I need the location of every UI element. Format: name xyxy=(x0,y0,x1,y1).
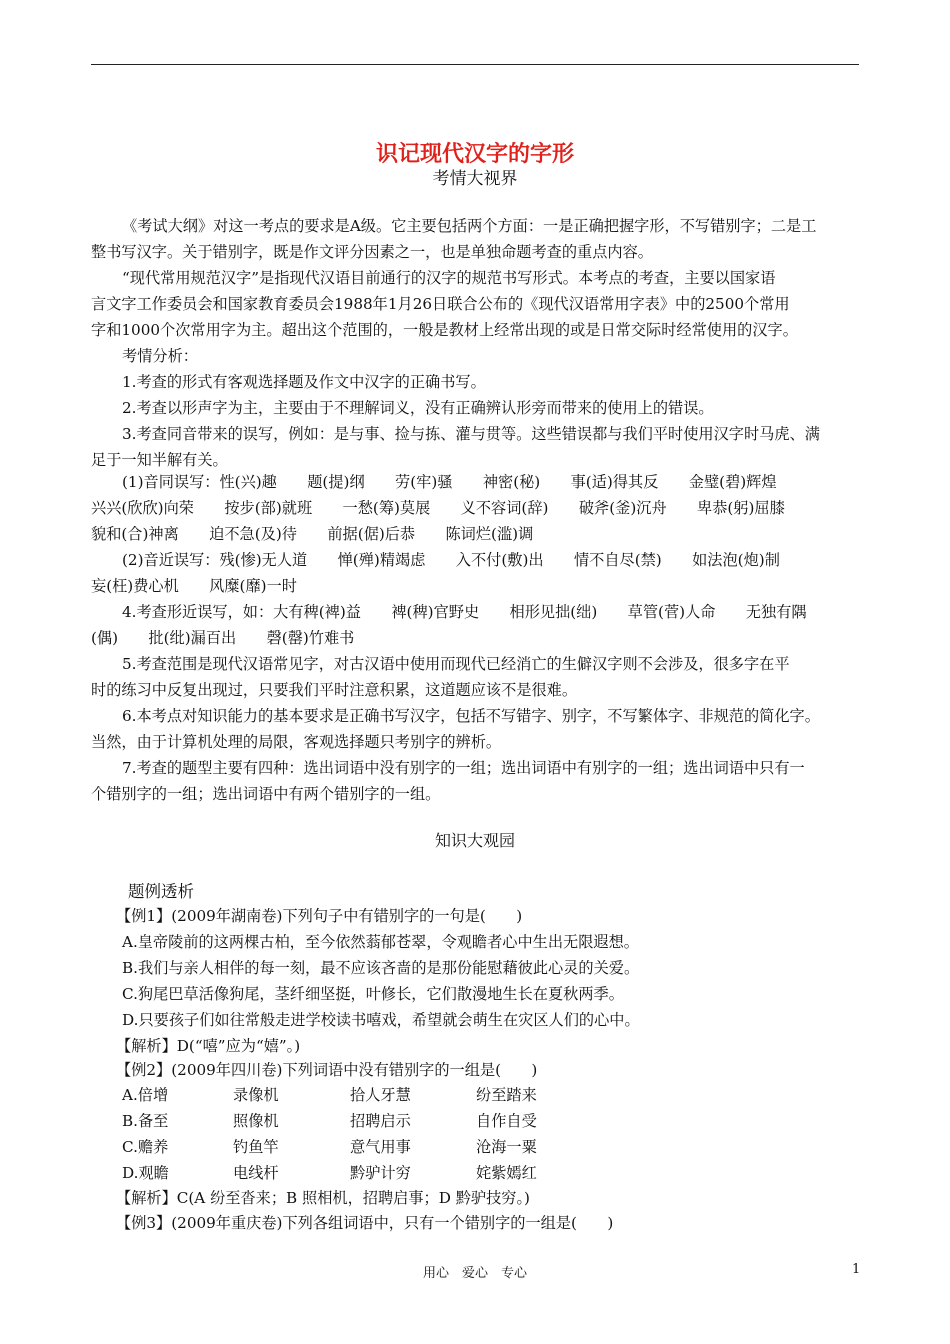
answer-analysis: 【解析】C(A 纷至沓来；B 照相机，招聘启事；D 黔驴技穷。) xyxy=(116,1189,530,1207)
analysis-item: 5.考查范围是现代汉语常见字，对古汉语中使用而现代已经消亡的生僻汉字则不会涉及，很多字在平 xyxy=(122,655,790,673)
analysis-item: 2.考查以形声字为主，主要由于不理解词义，没有正确辨认形旁而带来的使用上的错误。 xyxy=(122,399,714,417)
word-list-line: (偶) 批(纰)漏百出 磬(罄)竹难书 xyxy=(91,629,355,647)
section-heading-knowledge: 知识大观园 xyxy=(434,831,515,850)
option-line: C.狗尾巴草活像狗尾，茎纤细坚挺，叶修长，它们散漫地生长在夏秋两季。 xyxy=(122,985,624,1003)
word-list-line: 兴兴(欣欣)向荣 按步(部)就班 一愁(筹)莫展 义不容词(辞) 破斧(釜)沉舟 卑恭(躬)屈膝 xyxy=(91,499,785,517)
option-cell: 录像机 xyxy=(233,1086,279,1104)
option-cell: 自作自受 xyxy=(476,1112,537,1130)
paragraph-line: 整书写汉字。关于错别字，既是作文评分因素之一，也是单独命题考查的重点内容。 xyxy=(91,243,653,261)
analysis-item: 6.本考点对知识能力的基本要求是正确书写汉字，包括不写错字、别字，不写繁体字、非规范的简化字。 xyxy=(122,707,820,725)
page-number: 1 xyxy=(852,1262,861,1277)
page-footer: 用心 爱心 专心 xyxy=(422,1266,527,1281)
answer-analysis: 【解析】D(“嘻”应为“嬉”。) xyxy=(116,1037,301,1055)
word-list-line: (1)音同误写：性(兴)趣 题(提)纲 劳(牢)骚 神密(秘) 事(适)得其反 金璧(碧)辉煌 xyxy=(122,473,777,491)
option-cell: 照像机 xyxy=(233,1112,279,1130)
paragraph-line: 个错别字的一组；选出词语中有两个错别字的一组。 xyxy=(91,785,441,803)
paragraph-line: 当然，由于计算机处理的局限，客观选择题只考别字的辨析。 xyxy=(91,733,502,751)
option-cell: 钓鱼竿 xyxy=(233,1138,279,1156)
section-heading-exam: 考情大视界 xyxy=(432,169,518,189)
header-rule xyxy=(91,64,859,65)
paragraph-line: 时的练习中反复出现过，只要我们平时注意积累，这道题应该不是很难。 xyxy=(91,681,577,699)
option-cell: 意气用事 xyxy=(350,1138,411,1156)
option-cell: 招聘启示 xyxy=(350,1112,411,1130)
paragraph-line: 《考试大纲》对这一考点的要求是A级。它主要包括两个方面：一是正确把握字形，不写错别字；二是工 xyxy=(122,217,817,235)
option-line: D.只要孩子们如往常般走进学校读书嘻戏，希望就会萌生在灾区人们的心中。 xyxy=(122,1011,640,1029)
option-line: A.皇帝陵前的这两棵古柏，至今依然蓊郁苍翠，令观瞻者心中生出无限遐想。 xyxy=(122,933,639,951)
option-cell: A.倍增 xyxy=(122,1086,169,1104)
paragraph-line: “现代常用规范汉字”是指现代汉语目前通行的汉字的规范书写形式。本考点的考查，主要以国家语 xyxy=(122,269,776,287)
option-cell: 沧海一粟 xyxy=(476,1138,537,1156)
word-list-line: 貌和(合)神离 迫不急(及)待 前据(倨)后恭 陈词烂(滥)调 xyxy=(91,525,534,543)
paragraph-line: 言文字工作委员会和国家教育委员会1988年1月26日联合公布的《现代汉语常用字表》中的2500个常用 xyxy=(91,295,790,313)
option-cell: B.备至 xyxy=(122,1112,169,1130)
option-line: B.我们与亲人相伴的每一刻，最不应该吝啬的是那份能慰藉彼此心灵的关爱。 xyxy=(122,959,640,977)
example-question: 【例1】(2009年湖南卷)下列句子中有错别字的一句是( ) xyxy=(116,907,523,925)
analysis-item: 3.考查同音带来的误写，例如：是与事、捡与拣、灌与贯等。这些错误都与我们平时使用汉字时马虎、满 xyxy=(122,425,820,443)
analysis-item: 足于一知半解有关。 xyxy=(91,451,228,469)
example-question: 【例2】(2009年四川卷)下列词语中没有错别字的一组是( ) xyxy=(116,1061,538,1079)
subsection-heading: 题例透析 xyxy=(128,882,194,901)
option-cell: 黔驴计穷 xyxy=(350,1164,411,1182)
option-cell: 电线杆 xyxy=(233,1164,279,1182)
paragraph-line: 字和1000个次常用字为主。超出这个范围的，一般是教材上经常出现的或是日常交际时经常使用的汉字。 xyxy=(91,321,798,339)
analysis-item: 1.考查的形式有客观选择题及作文中汉字的正确书写。 xyxy=(122,373,486,391)
option-cell: C.赡养 xyxy=(122,1138,169,1156)
analysis-label: 考情分析： xyxy=(122,347,198,365)
option-cell: D.观瞻 xyxy=(122,1164,169,1182)
option-cell: 姹紫嫣红 xyxy=(476,1164,537,1182)
option-cell: 纷至踏来 xyxy=(476,1086,537,1104)
word-list-line: (2)音近误写：残(惨)无人道 惮(殚)精竭虑 入不付(敷)出 情不自尽(禁) 如法泡(炮)制 xyxy=(122,551,780,569)
analysis-item: 4.考查形近误写，如：大有稗(裨)益 裨(稗)官野史 相形见拙(绌) 草管(菅)人命 无独有隅 xyxy=(122,603,807,621)
page-title: 识记现代汉字的字形 xyxy=(375,141,574,167)
word-list-line: 妄(枉)费心机 风糜(靡)一时 xyxy=(91,577,297,595)
analysis-item: 7.考查的题型主要有四种：选出词语中没有别字的一组；选出词语中有别字的一组；选出词语中只有一 xyxy=(122,759,805,777)
example-question: 【例3】(2009年重庆卷)下列各组词语中，只有一个错别字的一组是( ) xyxy=(116,1214,614,1232)
option-cell: 拾人牙慧 xyxy=(350,1086,411,1104)
